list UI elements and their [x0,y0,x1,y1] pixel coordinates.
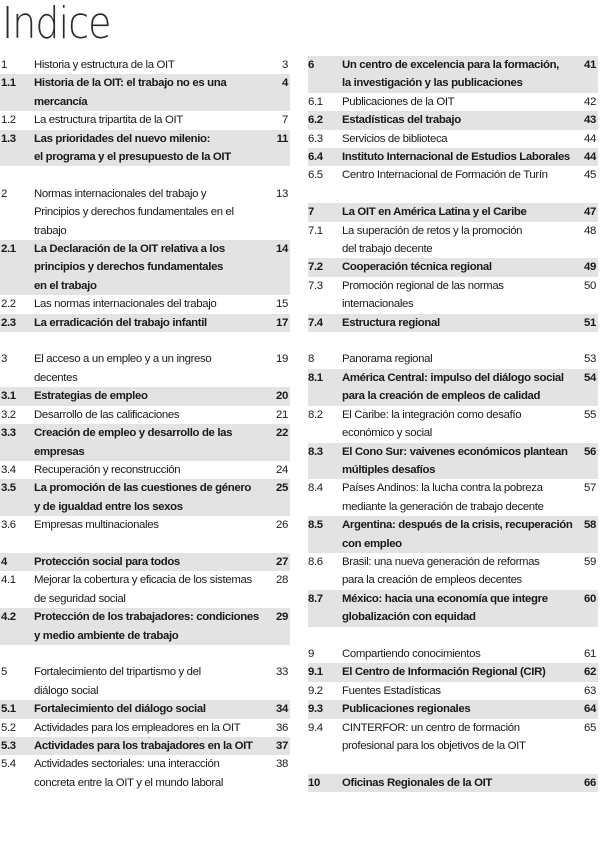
toc-entry-number: 5.4 [1,758,16,771]
toc-entry-number: 4.1 [1,574,16,587]
toc-entry-title-line: Normas internacionales del trabajo y [34,187,207,200]
toc-entry[interactable] [308,479,598,516]
toc-entry-number: 7 [308,206,314,219]
toc-entry-number: 4.2 [1,611,16,624]
toc-entry-number: 6.3 [308,132,323,145]
toc-entry-page: 20 [276,390,288,403]
toc-entry[interactable] [308,369,598,406]
toc-entry[interactable] [308,111,598,129]
toc-entry-title-line: Centro Internacional de Formación de Turín [342,169,548,182]
toc-entry-title-line: Principios y derechos fundamentales en el [34,206,234,219]
toc-entry-title [34,719,262,737]
toc-entry-title [342,277,570,314]
toc-entry-title-line: Historia de la OIT: el trabajo no es una [34,77,227,90]
toc-entry-number: 3.2 [1,408,16,421]
toc-entry[interactable] [0,608,290,645]
toc-entry-title [34,571,262,608]
toc-entry-title [342,516,573,553]
toc-entry-page: 27 [276,555,288,568]
toc-entry-title [342,222,570,259]
toc-entry[interactable] [0,406,290,424]
toc-entry-page: 56 [584,445,596,458]
toc-entry-page: 59 [584,555,596,568]
toc-entry[interactable] [0,314,290,332]
toc-entry-title-line: empresas [34,445,85,458]
toc-entry-title [34,553,262,571]
toc-entry-page: 33 [276,666,288,679]
toc-entry-page: 65 [584,721,596,734]
toc-entry-title [34,56,262,74]
toc-entry-title-line: Un centro de excelencia para la formación, [342,59,559,71]
toc-entry[interactable] [0,130,290,167]
toc-entry-number: 6.5 [308,169,323,182]
toc-entry-page: 49 [584,261,596,274]
toc-entry-title-line: Estadísticas del trabajo [342,114,461,127]
toc-entry-title-line: Actividades para los empleadores en la OIT [34,721,241,734]
toc-entry-title-line: Mejorar la cobertura y eficacia de los sistemas [34,574,252,587]
toc-entry-title-line: El acceso a un empleo y a un ingreso [34,353,212,366]
toc-entry-page: 63 [584,684,596,697]
toc-entry-title [342,645,570,663]
toc-entry[interactable] [308,682,598,700]
toc-entry-title [342,148,570,166]
toc-entry-page: 22 [276,427,288,440]
toc-entry-title-line: Publicaciones regionales [342,703,471,716]
toc-entry-title-line: Las prioridades del nuevo milenio: [34,132,211,145]
toc-entry[interactable] [308,719,598,756]
toc-entry-title [34,406,262,424]
toc-entry-title [342,369,570,406]
toc-entry[interactable] [308,258,598,276]
toc-entry[interactable] [308,590,598,627]
toc-entry-page: 19 [276,353,288,366]
toc-entry-number: 6.4 [308,151,323,164]
toc-entry-number: 3.3 [1,427,16,440]
toc-entry-page: 62 [584,666,596,679]
toc-entry[interactable] [308,277,598,314]
toc-entry-title-line: La promoción de las cuestiones de género [34,482,252,495]
toc-entry-title [342,56,570,93]
toc-entry-title [34,516,262,534]
toc-entry[interactable] [0,111,290,129]
toc-entry-title-line: Compartiendo conocimientos [342,647,481,660]
toc-entry-title [34,700,262,718]
toc-entry-title-line: en el trabajo [34,279,97,292]
toc-column-left [0,56,290,792]
toc-entry-title [342,443,570,480]
toc-entry[interactable] [308,222,598,259]
toc-entry-title-line: La OIT en América Latina y el Caribe [342,206,527,219]
toc-entry-title [34,240,262,295]
toc-entry-page: 34 [276,703,288,716]
toc-entry-title-line: El Centro de Información Regional (CIR) [342,666,546,679]
toc-entry-title [34,737,262,755]
toc-entry-number: 6.2 [308,114,323,127]
toc-entry[interactable] [308,56,598,93]
toc-entry[interactable] [308,516,598,553]
toc-entry-title [342,258,570,276]
toc-entry-title [34,387,262,405]
toc-entry-title-line: El Caribe: la integración como desafío [342,408,522,421]
toc-entry-number: 6 [308,59,314,71]
toc-entry-number: 3.5 [1,482,16,495]
toc-entry-page: 44 [584,132,596,145]
toc-entry-page: 7 [282,114,288,127]
toc-entry-title [34,185,262,240]
toc-entry-title-line: y medio ambiente de trabajo [34,629,179,642]
toc-entry-number: 5.2 [1,721,16,734]
toc-entry-page: 51 [584,316,596,329]
toc-entry-title-line: de seguridad social [34,592,126,605]
toc-entry-title-line: Promoción regional de las normas [342,279,504,292]
toc-entry[interactable] [0,387,290,405]
toc-entry-title [342,774,570,792]
toc-entry-page: 43 [584,114,596,127]
toc-entry-page: 21 [276,408,288,421]
toc-entry-page: 42 [584,95,596,108]
toc-entry-page: 36 [276,721,288,734]
toc-entry-page: 17 [276,316,288,329]
toc-entry-title-line: América Central: impulso del diálogo social [342,371,564,384]
toc-entry-title-line: Protección de los trabajadores: condiciones [34,611,259,624]
toc-entry-title [34,314,262,332]
toc-entry-number: 3.4 [1,463,16,476]
toc-entry-title-line: Empresas multinacionales [34,519,159,532]
toc-entry-title-line: Oficinas Regionales de la OIT [342,776,492,789]
toc-entry-number: 5.1 [1,703,16,716]
toc-entry-number: 1.3 [1,132,16,145]
toc-entry-page: 3 [282,59,288,71]
toc-entry-title-line: del trabajo decente [342,243,433,256]
toc-entry-title-line: Servicios de biblioteca [342,132,448,145]
toc-entry[interactable] [308,700,598,718]
toc-entry-title-line: Argentina: después de la crisis, recuperación [342,519,573,532]
toc-entry[interactable] [308,645,598,663]
toc-entry-page: 48 [584,224,596,237]
toc-entry[interactable] [308,774,598,792]
toc-entry-page: 58 [584,519,596,532]
toc-entry-title-line: mediante la generación de trabajo decente [342,500,544,513]
toc-entry[interactable] [0,295,290,313]
toc-entry-title-line: La superación de retos y la promoción [342,224,523,237]
toc-entry-title [342,93,570,111]
toc-entry-title [342,166,570,184]
toc-entry-title-line: decentes [34,371,78,384]
toc-entry-title-line: para la creación de empleos decentes [342,574,522,587]
toc-entry-page: 4 [282,77,288,90]
toc-entry[interactable] [0,571,290,608]
toc-entry[interactable] [308,406,598,443]
toc-entry-title-line: profesional para los objetivos de la OIT [342,739,526,752]
toc-entry[interactable] [308,166,598,184]
toc-entry-title [34,111,262,129]
toc-entry-title-line: Fuentes Estadísticas [342,684,441,697]
toc-entry-page: 15 [276,298,288,311]
toc-entry-number: 3.6 [1,519,16,532]
toc-entry-title-line: Fortalecimiento del tripartismo y del [34,666,201,679]
toc-entry-title-line: Recuperación y reconstrucción [34,463,181,476]
toc-entry-title [342,719,570,756]
toc-entry-title [34,663,262,700]
toc-entry[interactable] [308,553,598,590]
toc-entry-title [34,295,262,313]
toc-entry[interactable] [0,663,290,700]
toc-entry-number: 9.1 [308,666,323,679]
toc-entry-page: 37 [276,739,288,752]
toc-entry-number: 2.2 [1,298,16,311]
toc-entry-title [342,663,570,681]
toc-entry[interactable] [0,185,290,240]
toc-entry-title-line: principios y derechos fundamentales [34,261,224,274]
toc-entry-title-line: múltiples desafíos [342,463,436,476]
toc-entry-number: 5 [1,666,7,679]
toc-entry-number: 8.5 [308,519,323,532]
toc-entry-title-line: Actividades sectoriales: una interacción [34,758,220,771]
toc-entry-title-line: Historia y estructura de la OIT [34,59,175,71]
toc-entry-title [34,461,262,479]
toc-entry-title-line: para la creación de empleos de calidad [342,390,541,403]
toc-entry-number: 2.3 [1,316,16,329]
toc-entry-title-line: económico y social [342,427,432,440]
toc-entry-title-line: la investigación y las publicaciones [342,77,523,90]
toc-entry[interactable] [0,350,290,387]
toc-entry-title-line: CINTERFOR: un centro de formación [342,721,520,734]
toc-entry-title-line: Publicaciones de la OIT [342,95,455,108]
toc-entry[interactable] [0,479,290,516]
toc-entry-page: 26 [276,519,288,532]
toc-entry-page: 41 [584,59,596,71]
toc-entry-page: 64 [584,703,596,716]
toc-entry[interactable] [0,700,290,718]
toc-entry-title-line: el programa y el presupuesto de la OIT [34,151,231,164]
toc-entry-number: 9.4 [308,721,323,734]
toc-entry-number: 6.1 [308,95,323,108]
toc-entry-title-line: Fortalecimiento del diálogo social [34,703,206,716]
toc-entry[interactable] [0,719,290,737]
toc-entry-title-line: diálogo social [34,684,99,697]
toc-entry-number: 8.4 [308,482,323,495]
toc-entry-number: 9.2 [308,684,323,697]
toc-entry-number: 7.2 [308,261,323,274]
toc-entry-page: 44 [584,151,596,164]
toc-entry-number: 9 [308,647,314,660]
toc-entry-title-line: La erradicación del trabajo infantil [34,316,207,329]
toc-entry-title-line: Desarrollo de las calificaciones [34,408,180,421]
toc-entry-title [342,203,570,221]
page-title: Indice [2,0,111,49]
toc-entry-number: 2.1 [1,243,16,256]
toc-entry-title [34,130,262,167]
toc-entry-number: 1.2 [1,114,16,127]
toc-entry-title-line: trabajo [34,224,67,237]
toc-entry-page: 45 [584,169,596,182]
toc-entry-title-line: Panorama regional [342,353,433,366]
toc-entry-title [342,553,570,590]
toc-entry-page: 60 [584,592,596,605]
toc-entry-title-line: Instituto Internacional de Estudios Laborales [342,151,570,164]
toc-entry-title [342,130,570,148]
toc-entry[interactable] [0,56,290,74]
toc-entry[interactable] [0,240,290,295]
toc-entry-title-line: globalización con equidad [342,611,476,624]
toc-entry-page: 53 [584,353,596,366]
toc-entry[interactable] [0,755,290,792]
toc-entry-page: 50 [584,279,596,292]
toc-entry-title-line: Estructura regional [342,316,440,329]
toc-entry-page: 47 [584,206,596,219]
toc-entry[interactable] [308,314,598,332]
toc-entry-page: 14 [276,243,288,256]
toc-entry-title-line: Las normas internacionales del trabajo [34,298,217,311]
toc-entry-page: 28 [276,574,288,587]
toc-entry-number: 4 [1,555,7,568]
toc-entry-number: 2 [1,187,7,200]
toc-entry[interactable] [308,203,598,221]
toc-entry-title [34,350,262,387]
toc-entry-page: 11 [276,132,288,145]
toc-entry-number: 8.6 [308,555,323,568]
toc-entry[interactable] [308,350,598,368]
toc-entry-title-line: Estrategias de empleo [34,390,148,403]
toc-entry-title-line: México: hacia una economía que integre [342,592,548,605]
toc-entry-number: 10 [308,776,320,789]
toc-entry[interactable] [308,130,598,148]
toc-entry-number: 5.3 [1,739,16,752]
toc-entry-page: 61 [584,647,596,660]
toc-entry-number: 1.1 [1,77,16,90]
toc-entry-number: 7.4 [308,316,323,329]
toc-entry-page: 29 [276,611,288,624]
toc-entry-title [34,424,262,461]
toc-entry-title-line: con empleo [342,537,402,550]
toc-entry-page: 66 [584,776,596,789]
toc-entry-title [342,406,570,443]
toc-entry-title [342,350,570,368]
toc-entry-number: 8.1 [308,371,323,384]
toc-entry-title [34,479,262,516]
toc-entry-page: 38 [276,758,288,771]
toc-entry-title [342,700,570,718]
toc-entry-title [342,590,570,627]
toc-entry-page: 55 [584,408,596,421]
toc-entry-number: 8.7 [308,592,323,605]
toc-entry-title-line: y de igualdad entre los sexos [34,500,183,513]
toc-entry[interactable] [308,443,598,480]
toc-entry-number: 8 [308,353,314,366]
toc-entry-page: 54 [584,371,596,384]
toc-entry-number: 9.3 [308,703,323,716]
toc-entry[interactable] [308,663,598,681]
toc-entry-number: 7.1 [308,224,323,237]
toc-entry-number: 8.3 [308,445,323,458]
toc-entry[interactable] [0,516,290,534]
toc-entry-title-line: Países Andinos: la lucha contra la pobreza [342,482,543,495]
toc-entry-title [342,682,570,700]
toc-entry-title-line: concreta entre la OIT y el mundo laboral [34,776,224,789]
toc-entry-title-line: Actividades para los trabajadores en la OIT [34,739,253,752]
toc-entry[interactable] [0,737,290,755]
toc-entry-title-line: mercancía [34,95,88,108]
toc-entry-title [342,111,570,129]
toc-entry-page: 57 [584,482,596,495]
toc-entry-title-line: Protección social para todos [34,555,180,568]
toc-entry-page: 13 [276,187,288,200]
toc-entry[interactable] [0,461,290,479]
toc-entry-title-line: internacionales [342,298,414,311]
toc-entry[interactable] [308,93,598,111]
toc-entry-title [342,314,570,332]
toc-entry-title-line: La estructura tripartita de la OIT [34,114,183,127]
toc-entry-number: 8.2 [308,408,323,421]
toc-entry-number: 7.3 [308,279,323,292]
toc-column-right [308,56,598,792]
toc-entry-title [342,479,570,516]
toc-entry-title [34,608,262,645]
toc-entry-title-line: La Declaración de la OIT relativa a los [34,243,225,256]
toc-entry-page: 25 [276,482,288,495]
toc-entry-number: 1 [1,59,7,71]
toc-entry-number: 3 [1,353,7,366]
toc-entry-title-line: El Cono Sur: vaivenes económicos plantean [342,445,568,458]
toc-entry[interactable] [308,148,598,166]
toc-entry-page: 24 [276,463,288,476]
toc-entry[interactable] [0,424,290,461]
toc-entry-title-line: Brasil: una nueva generación de reformas [342,555,540,568]
toc-entry[interactable] [0,553,290,571]
toc-entry-title-line: Cooperación técnica regional [342,261,492,274]
toc-entry-title [34,74,262,111]
toc-entry-number: 3.1 [1,390,16,403]
toc-entry-title-line: Creación de empleo y desarrollo de las [34,427,233,440]
toc-entry-title [34,755,262,792]
toc-entry[interactable] [0,74,290,111]
